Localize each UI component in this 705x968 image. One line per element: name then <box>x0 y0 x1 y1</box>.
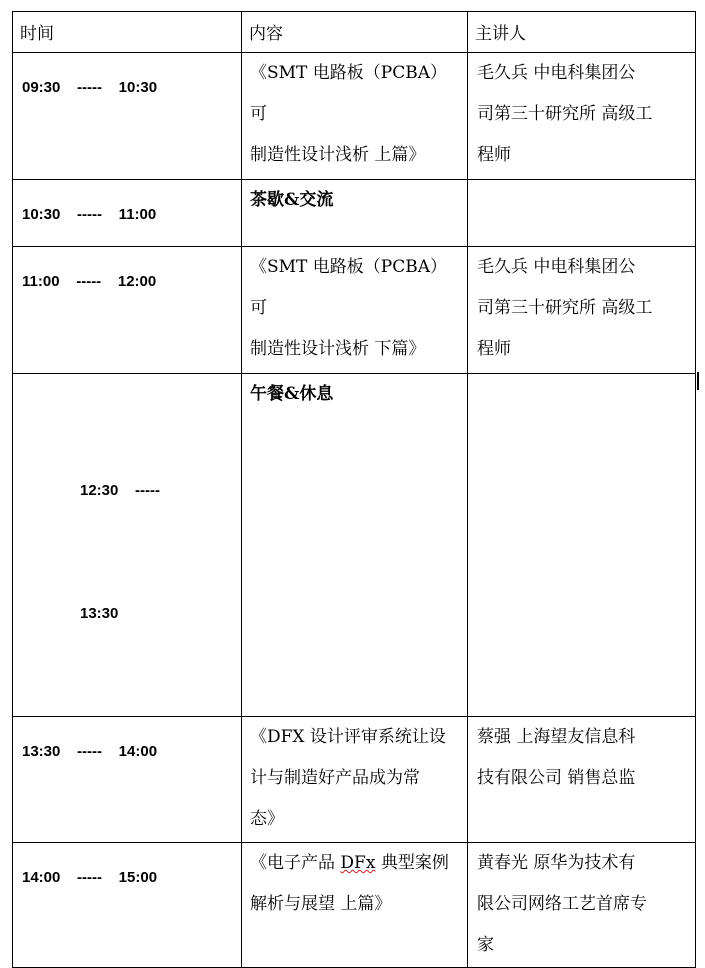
table-row <box>13 53 696 180</box>
header-content-cell <box>242 12 468 53</box>
content-line: 计与制造好产品成为常 <box>250 768 420 788</box>
time-cell <box>13 53 242 180</box>
content-line: 制造性设计浅析 上篇》 <box>250 145 426 165</box>
time-range: 13:30 ----- 14:00 <box>22 743 158 760</box>
speaker-line: 程师 <box>477 145 511 165</box>
content-line: 《DFX 设计评审系统让设 <box>250 727 446 747</box>
time-range-end: 13:30 <box>80 605 119 622</box>
table-row <box>13 717 696 843</box>
speaker-cell <box>468 180 696 247</box>
speaker-line: 司第三十研究所 高级工 <box>477 298 653 318</box>
time-range: 14:00 ----- 15:00 <box>22 869 158 886</box>
time-range: 09:30 ----- 10:30 <box>22 79 158 96</box>
table-header-row <box>13 12 696 53</box>
content-text: 《电子产品 <box>250 853 341 873</box>
speaker-line: 技有限公司 销售总监 <box>477 768 636 788</box>
header-speaker-cell <box>468 12 696 53</box>
time-range: 12:30 ----- <box>80 482 161 499</box>
time-cell <box>13 843 242 968</box>
speaker-line: 程师 <box>477 339 511 359</box>
table-row <box>13 843 696 968</box>
spellcheck-underlined-text: DFx <box>340 853 376 873</box>
content-cell <box>242 374 468 717</box>
time-range: 10:30 ----- 11:00 <box>22 206 157 223</box>
speaker-cell <box>468 843 696 968</box>
speaker-line: 毛久兵 中电科集团公 <box>477 63 636 83</box>
speaker-line: 限公司网络工艺首席专 <box>477 894 647 914</box>
table-row <box>13 247 696 374</box>
speaker-cell <box>468 53 696 180</box>
speaker-line: 毛久兵 中电科集团公 <box>477 257 636 277</box>
header-time-cell <box>13 12 242 53</box>
content-cell <box>242 53 468 180</box>
header-content: 内容 <box>249 24 283 44</box>
speaker-line: 司第三十研究所 高级工 <box>477 104 653 124</box>
schedule-table <box>12 11 696 968</box>
time-cell <box>13 374 242 717</box>
header-time: 时间 <box>20 24 54 44</box>
table-row <box>13 374 696 717</box>
content-cell <box>242 843 468 968</box>
content-cell <box>242 180 468 247</box>
content-line: 解析与展望 上篇》 <box>250 894 392 914</box>
text-cursor <box>697 372 699 390</box>
speaker-cell <box>468 374 696 717</box>
content-line: 《SMT 电路板（PCBA）可 <box>250 63 448 124</box>
speaker-line: 蔡强 上海望友信息科 <box>477 727 636 747</box>
table-row <box>13 180 696 247</box>
content-cell <box>242 717 468 843</box>
content-text: 典型案例 <box>375 853 449 873</box>
content-line: 《SMT 电路板（PCBA）可 <box>250 257 448 318</box>
speaker-line: 家 <box>477 935 494 955</box>
content-line: 茶歇&交流 <box>250 190 334 210</box>
speaker-cell <box>468 247 696 374</box>
speaker-cell <box>468 717 696 843</box>
time-cell <box>13 717 242 843</box>
time-cell <box>13 180 242 247</box>
content-line: 态》 <box>250 809 284 829</box>
header-speaker: 主讲人 <box>475 24 526 44</box>
content-cell <box>242 247 468 374</box>
time-cell <box>13 247 242 374</box>
time-range: 11:00 ----- 12:00 <box>22 273 157 290</box>
speaker-line: 黄春光 原华为技术有 <box>477 853 636 873</box>
content-line-first <box>250 843 461 884</box>
content-line: 午餐&休息 <box>250 384 334 404</box>
content-line: 制造性设计浅析 下篇》 <box>250 339 426 359</box>
